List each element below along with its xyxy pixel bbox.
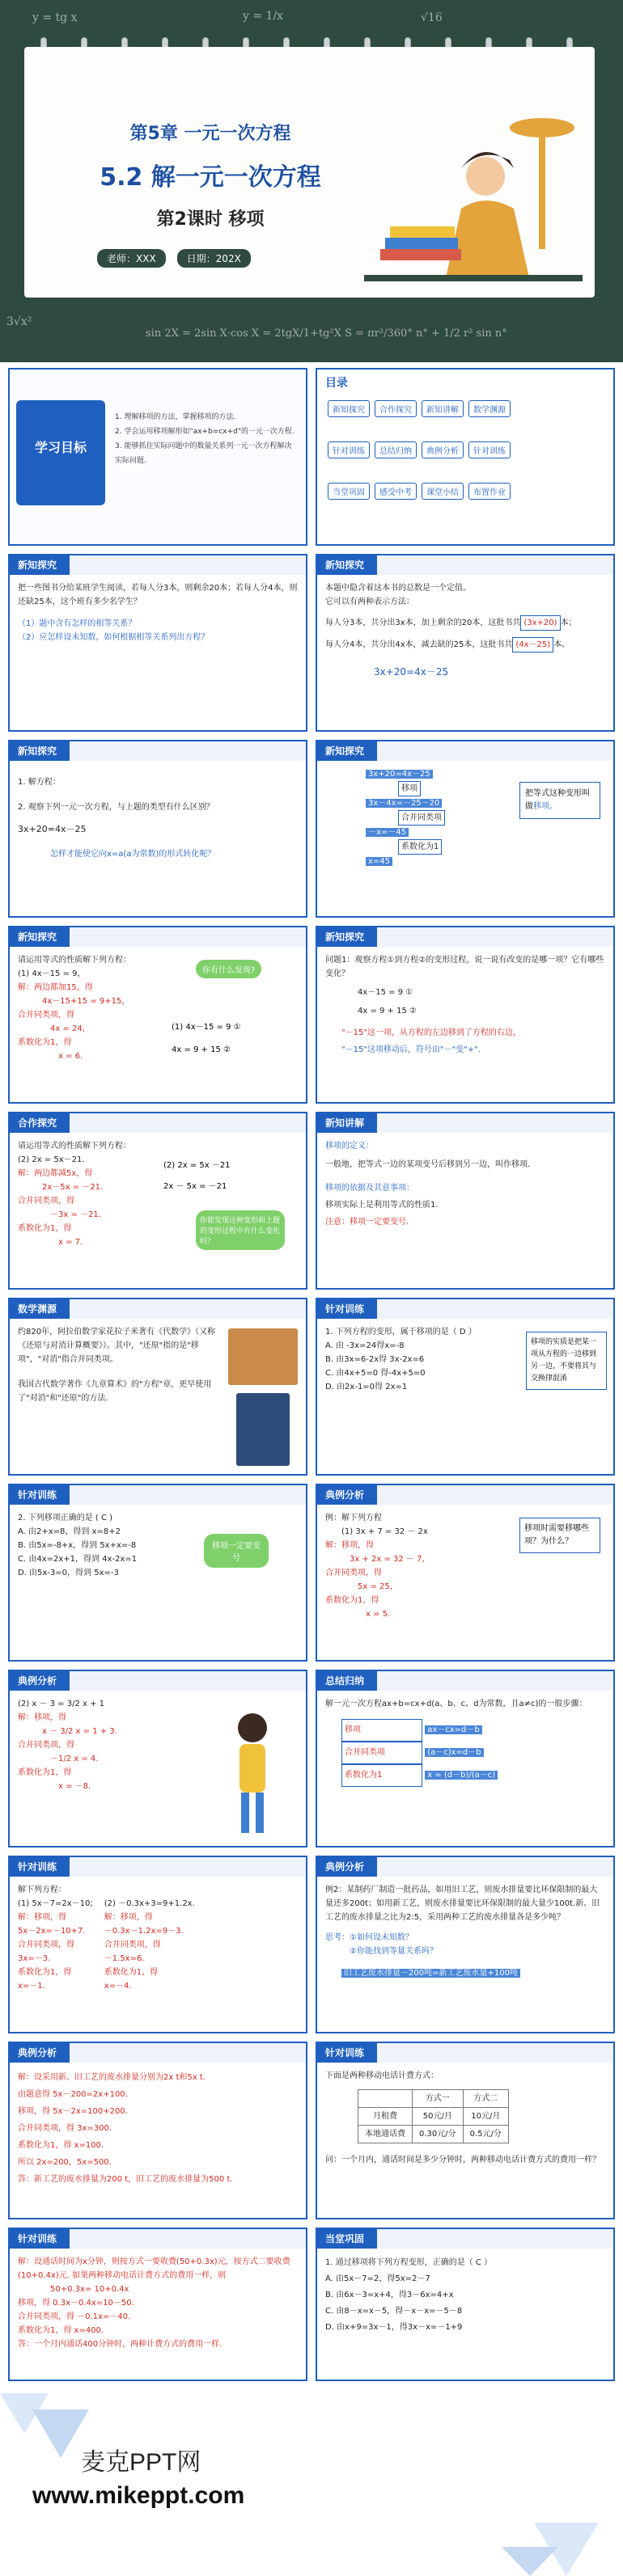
equation: 2x － 5x = －21 [163, 1182, 227, 1191]
definition: 一般地，把等式一边的某项变号后移到另一边，叫作移项. [325, 1160, 531, 1169]
table-cell: 0.30元/分 [413, 2126, 464, 2143]
text-line: 请运用等式的性质解下列方程： [18, 1142, 131, 1151]
slide-practice-2 [8, 1484, 307, 1662]
solution-line: 解：移项，得 [325, 1541, 374, 1550]
equation: (1) 4x－15 = 9， [18, 969, 86, 978]
question: （2）应怎样设未知数，如何根据相等关系列出方程？ [18, 633, 210, 642]
speech-bubble: 移项一定要变号 [204, 1534, 269, 1568]
slide-explore-2 [316, 554, 615, 732]
equation-step: x=45 [366, 857, 392, 866]
slide-cooperate [8, 1112, 307, 1290]
chapter-title: 第5章 一元一次方程 [129, 124, 291, 144]
warning-text: 注意：移项一定要变号. [325, 1218, 409, 1227]
solution-line: 3x=－3. [18, 1954, 51, 1963]
slide-summary [316, 1670, 615, 1848]
note-box [519, 782, 600, 819]
nav-item[interactable]: 新知探究 [328, 400, 370, 417]
slide-header: 典例分析 [10, 1671, 70, 1691]
contents-title: 目录 [325, 377, 348, 390]
question: 1. 通过移项将下列方程变形，正确的是（ C ） [325, 2258, 493, 2267]
table-header: 方式二 [463, 2090, 508, 2108]
tip-box: 移项时需要移哪些项？为什么？ [519, 1518, 600, 1553]
slide-header: 典例分析 [10, 2043, 70, 2063]
step-label: 系数化为1 [341, 1764, 422, 1787]
goals-badge [16, 400, 105, 505]
text-line: 它可以有两种表示方法： [325, 598, 414, 606]
girl-illustration [212, 1704, 293, 1841]
step-label: 合并同类项 [398, 810, 445, 826]
table-cell: 10元/月 [463, 2108, 508, 2126]
question: 怎样才能使它向x=a(a为常数)的形式转化呢？ [50, 850, 216, 859]
contents-nav [325, 397, 605, 503]
fee-table [358, 2089, 509, 2143]
text-line: 本； [560, 619, 577, 627]
step-formula: ax－cx=d－b [425, 1725, 482, 1734]
slide-header: 当堂巩固 [317, 2229, 377, 2249]
footer [0, 2385, 623, 2576]
solution-line: 合并同类项，得 [325, 1569, 382, 1577]
subheading: 移项的定义： [325, 1142, 374, 1151]
option: A. 由 -3x=24得x=-8 [325, 1341, 405, 1350]
solution-line: 解：移项，得 [18, 1713, 66, 1722]
solution-line: 由题意得 5x－200=2x+100. [18, 2090, 128, 2099]
solution-line: 答：新工艺的废水排量为200 t，旧工艺的废水排量为500 t. [18, 2175, 233, 2184]
question: 解下列方程： [18, 1886, 66, 1894]
slide-header: 针对训练 [317, 1299, 377, 1319]
expression: (4x－25) [512, 637, 553, 652]
slide-example-3 [316, 1856, 615, 2033]
slide-header: 新知探究 [317, 927, 377, 947]
question: ②你能找到等量关系吗？ [350, 1947, 438, 1956]
solution-line: x = 5. [366, 1610, 391, 1619]
question: 问：一个月内，通话时间是多少分钟时，两种移动电话计费方式的费用一样？ [325, 2156, 600, 2164]
nav-item[interactable]: 课堂小结 [422, 483, 464, 500]
slide-header: 典例分析 [317, 1857, 377, 1877]
slide-header: 合作探究 [10, 1113, 70, 1133]
speech-bubble: 你有什么发现? [196, 960, 261, 978]
slide-header: 典例分析 [317, 1485, 377, 1505]
solution-line: x － 3/2 x = 1 + 3. [42, 1727, 117, 1736]
slide-header: 针对训练 [10, 2229, 70, 2249]
chalk-formula: √16 [421, 11, 443, 24]
text-line: 1. 解方程： [18, 778, 61, 787]
equation: (1) 5x－7=2x－10; [18, 1899, 93, 1908]
equation: (2) －0.3x+3=9+1.2x. [104, 1899, 195, 1908]
history-text: 我国古代数学著作《九章算术》的"方程"章，更早使用了"对消"和"还原"的方法. [18, 1380, 212, 1403]
option: B. 由3x=6-2x得 3x-2x=6 [325, 1355, 425, 1364]
solution-line: 合并同类项，得 [18, 1940, 74, 1949]
goal-item: 3. 能够抓住实际问题中的数量关系列一元一次方程解决实际问题. [115, 442, 292, 465]
step-formula: (a－c)x=d－b [425, 1748, 483, 1757]
solution-line: －0.3x－1.2x=9－3. [104, 1927, 184, 1936]
chalk-formula: y = 1/x [243, 10, 284, 23]
nav-item[interactable]: 针对训练 [468, 441, 511, 458]
slide-header: 针对训练 [317, 2043, 377, 2063]
solution-line: 系数化为1，得 x=100. [18, 2141, 104, 2150]
chalk-formula: y = tg x [32, 11, 78, 24]
solution-line: 5x = 25， [358, 1582, 398, 1591]
solution-line: 4x－15+15 = 9+15， [42, 997, 130, 1006]
tip-box: 移项的实质是把某一项从方程的一边移到另一边，不要将其与交换律混淆 [526, 1332, 607, 1390]
solution-line: －1/2 x = 4. [50, 1755, 99, 1763]
slide-example-4 [8, 2042, 307, 2219]
table-row [358, 2126, 509, 2143]
slide-header: 新知讲解 [317, 1113, 377, 1133]
solution-line: 解：设通话时间为x分钟，则按方式一要收费(50+0.3x)元，按方式二要收费(10+0.4x)元. 如果两种移动电话计费方式的费用一样，则 [18, 2257, 290, 2280]
option: D. 由x+9=3x－1，得3x－x=－1+9 [325, 2323, 463, 2332]
slide-explore-3 [8, 740, 307, 918]
option: C. 由8－x=x－5，得－x－x=－5－8 [325, 2307, 463, 2316]
solution-line: 答：一个月内通话400分钟时，两种计费方式的费用一样. [18, 2340, 222, 2349]
option: A. 由5x－7=2，得5x=2－7 [325, 2274, 430, 2283]
solution-line: 系数化为1，得 [18, 1968, 72, 1977]
slide-practice-1 [316, 1298, 615, 1476]
book-photo [236, 1393, 290, 1466]
slide-header: 总结归纳 [317, 1671, 377, 1691]
solution-line: －1.5x=6. [104, 1954, 145, 1963]
equation: (2) x － 3 = 3/2 x + 1 [18, 1700, 105, 1708]
equation-step: 3x+20=4x－25 [366, 770, 433, 779]
expression: (3x+20) [520, 615, 560, 631]
nav-item[interactable]: 感受中考 [375, 483, 417, 500]
slide-explore-5 [8, 926, 307, 1104]
solution-line: 4x = 24， [50, 1024, 91, 1033]
question: 例：解下列方程 [325, 1514, 382, 1522]
equation: 3x+20=4x－25 [18, 824, 87, 834]
speech-bubble: 你能发现这种变形和上题的变形过程中有什么变化吗？ [196, 1210, 285, 1250]
slide-new-knowledge [316, 1112, 615, 1290]
nav-item[interactable]: 布置作业 [468, 483, 511, 500]
solution-line: 移项，得 0.3x－0.4x=10－50. [18, 2299, 134, 2308]
solution-line: 解：两边都减5x，得 [18, 1169, 93, 1178]
solution-line: 合并同类项，得 [18, 1741, 74, 1750]
equation: (1) 3x + 7 = 32 － 2x [341, 1527, 428, 1536]
text-line: 2. 观察下列一元一次方程，与上题的类型有什么区别？ [18, 803, 214, 812]
problem-text: 例2：某制药厂制造一批药品，如用旧工艺，则废水排量要比环保限制的最大量还多200t；如用新工艺，则废水排量要比环保限制的最大量少100t.新、旧工艺的废水排量之比为2:5，采用两种工艺的废水排量各是多少吨？ [325, 1886, 600, 1922]
question: 1. 下列方程的变形，属于移项的是（ D ） [325, 1328, 477, 1337]
solution-line: 系数化为1，得 [104, 1968, 159, 1977]
solution-line: 50+0.3x= 10+0.4x [50, 2285, 129, 2294]
option: B. 由5x=-8+x，得到 5x+x=-8 [18, 1541, 137, 1550]
question: （1）题中含有怎样的相等关系？ [18, 619, 137, 628]
summary-text: 解一元一次方程ax+b=cx+d(a、b、c、d为常数，且a≠c)的一般步骤： [325, 1700, 587, 1708]
solution-line: 合并同类项，得 －0.1x=－40. [18, 2312, 131, 2321]
slide-example-2 [8, 1670, 307, 1848]
solution-line: 移项，得 5x－2x=100+200. [18, 2107, 128, 2116]
equation: (1) 4x－15 = 9 ① [172, 1023, 241, 1032]
option: C. 由4x=2x+1，得到 4x-2x=1 [18, 1555, 138, 1564]
table-header: 方式一 [413, 2090, 464, 2108]
slide-practice-3 [8, 1856, 307, 2033]
slide-learning-goals [8, 368, 307, 546]
section-title: 5.2 解一元一次方程 [100, 163, 321, 192]
solution-line: 系数化为1，得 x=400. [18, 2326, 104, 2335]
slide-header: 新知探究 [317, 555, 377, 575]
solution-line: 解：移项，得 [18, 1913, 66, 1922]
slide-explore-1 [8, 554, 307, 732]
slide-explore-4 [316, 740, 615, 918]
goal-item: 1. 理解移项的方法，掌握移项的方法. [115, 413, 236, 421]
text-line: 本。 [553, 640, 570, 649]
equation: 4x－15 = 9 ① [358, 988, 413, 997]
problem-text: 把一些图书分给某班学生阅读，若每人分3本，则剩余20本；若每人分4本，则还缺25本，这个班有多少名学生？ [18, 584, 298, 606]
note-text: "－15"这项移动后，符号由"－"变"+". [341, 1045, 481, 1054]
goals-title: 学习目标 [34, 440, 87, 455]
solution-line: 合并同类项，得 [18, 1197, 74, 1206]
footer-decoration [0, 2385, 623, 2576]
solution-line: 合并同类项，得 [18, 1011, 74, 1020]
table-cell: 本地通话费 [358, 2126, 413, 2143]
equation-step: 3x－4x=－25－20 [366, 799, 442, 808]
question: 问题1：观察方程①到方程②的变形过程，说一说有改变的是哪一项？它有哪些变化？ [325, 956, 604, 978]
text-line: 本题中隐含着这本书的总数是一个定值。 [325, 584, 471, 593]
slide-header: 新知探究 [317, 741, 377, 761]
solution-line: x = 6. [58, 1052, 83, 1061]
solution-line: 所以 2x=200，5x=500. [18, 2158, 112, 2167]
slide-header: 数学渊源 [10, 1299, 70, 1319]
option: A. 由2+x=8，得到 x=8+2 [18, 1527, 121, 1536]
step-formula: x = (d－b)/(a－c) [425, 1771, 498, 1780]
slide-header: 针对训练 [10, 1857, 70, 1877]
date-label: 日期：202X [177, 249, 251, 268]
nav-item[interactable]: 针对训练 [328, 441, 370, 458]
desert-photo [228, 1328, 298, 1385]
step-label: 合并同类项 [341, 1742, 422, 1764]
history-text: 约820年，阿拉伯数学家花拉子米著有《代数学》（又称《还原与对消计算概要》）。其中，"还原"指的是"移项"，"对消"指合并同类项。 [18, 1328, 216, 1364]
option: C. 由4x+5=0 得-4x+5=0 [325, 1369, 426, 1378]
slide-contents [316, 368, 615, 546]
solution-line: 5x－2x=－10+7. [18, 1927, 86, 1936]
solution-line: 系数化为1，得 [18, 1224, 72, 1233]
note-text: "－15"这一项，从方程的左边移到了方程的右边， [341, 1028, 521, 1037]
question: 2. 下列移项正确的是 ( C ) [18, 1514, 113, 1522]
brand-name: 麦克PPT网 [81, 2449, 201, 2476]
solution-line: －3x = －21. [50, 1210, 101, 1219]
question: 思考：①如何设未知数？ [325, 1933, 413, 1942]
nav-item[interactable]: 当堂巩固 [328, 483, 370, 500]
text-line: 下面是两种移动电话计费方式： [325, 2071, 439, 2080]
solution-line: 2x－5x = －21. [42, 1183, 104, 1192]
equation: 4x = 9 + 15 ② [172, 1045, 231, 1054]
teacher-label: 老师：XXX [97, 249, 166, 268]
equation: 旧工艺废水排量－200吨=新工艺废水量+100吨 [341, 1969, 520, 1978]
slide-example-1 [316, 1484, 615, 1662]
student-illustration [364, 87, 583, 289]
slide-practice-5 [8, 2228, 307, 2381]
equation: (2) 2x = 5x －21 [163, 1161, 231, 1170]
solution-line: 3x + 2x = 32 － 7， [350, 1555, 430, 1564]
solution-line: 系数化为1，得 [325, 1596, 379, 1605]
slide-practice-4 [316, 2042, 615, 2219]
solution-line: 合并同类项，得 3x=300. [18, 2124, 112, 2133]
slide-header: 新知探究 [10, 741, 70, 761]
slide-consolidate [316, 2228, 615, 2381]
equation: 3x+20=4x－25 [374, 666, 449, 678]
solution-line: x=－1. [18, 1982, 45, 1991]
note-text: 把等式这种变形叫做 [525, 789, 590, 811]
table-cell: 0.5元/分 [463, 2126, 508, 2143]
step-label: 系数化为1 [398, 839, 442, 855]
option: D. 由2x-1=0得 2x=1 [325, 1383, 408, 1391]
step-label: 移项 [398, 781, 421, 796]
goal-item: 2. 学会运用移项解形如"ax+b=cx+d"的一元一次方程. [115, 428, 295, 436]
solution-line: x = －8. [58, 1782, 91, 1791]
subheading: 移项的依据及其意事项： [325, 1184, 414, 1193]
equation-step: －x=－45 [366, 828, 409, 837]
solution-line: 解：设采用新、旧工艺的废水排量分别为2x t和5x t. [18, 2073, 206, 2082]
cover-meta [97, 249, 251, 268]
nav-item[interactable]: 新知讲解 [422, 400, 464, 417]
nav-item[interactable]: 总结归纳 [375, 441, 417, 458]
solution-line: 系数化为1，得 [18, 1038, 72, 1047]
cover-formula-strip: sin 2X = 2sin X·cos X = 2tgX/1+tg²X S = πr²/360° n° + 1/2 r² sin n° [146, 327, 507, 340]
solution-line: 解：移项，得 [104, 1913, 153, 1922]
text-line: 移项实际上是利用等式的性质1. [325, 1201, 439, 1210]
solution-line: x = 7. [58, 1238, 83, 1247]
table-cell: 50元/月 [413, 2108, 464, 2126]
text-line: 每人分3本，共分出3x本，加上剩余的20本，这批书共 [325, 619, 521, 627]
nav-item[interactable]: 数学渊源 [468, 400, 511, 417]
equation: (2) 2x = 5x－21. [18, 1155, 85, 1164]
lesson-title: 第2课时 移项 [156, 209, 265, 230]
solution-line: 合并同类项，得 [104, 1940, 161, 1949]
chalk-formula: 3√x² [6, 315, 32, 328]
slide-header: 新知探究 [10, 927, 70, 947]
brand-url[interactable]: www.mikeppt.com [32, 2482, 245, 2509]
solution-line: 系数化为1，得 [18, 1768, 72, 1777]
slide-math-history [8, 1298, 307, 1476]
equation: 4x = 9 + 15 ② [358, 1007, 417, 1016]
table-row [358, 2108, 509, 2126]
cover-board [24, 47, 595, 298]
solution-line: 解：两边都加15，得 [18, 983, 93, 992]
step-label: 移项 [341, 1719, 422, 1742]
cover-slide [0, 0, 623, 362]
table-cell: 月租费 [358, 2108, 413, 2126]
note-keyword: 移项。 [533, 802, 557, 811]
solution-line: x=－4. [104, 1982, 132, 1991]
text-line: 请运用等式的性质解下列方程： [18, 956, 131, 965]
option: B. 由6x－3=x+4，得3－6x=4+x [325, 2291, 454, 2299]
text-line: 每人分4本，共分出4x本，减去缺的25本，这批书共 [325, 640, 513, 649]
slide-explore-6 [316, 926, 615, 1104]
option: D. 由5x-3=0，得到 5x=-3 [18, 1569, 119, 1577]
slide-header: 针对训练 [10, 1485, 70, 1505]
nav-item[interactable]: 典例分析 [422, 441, 464, 458]
slide-header: 新知探究 [10, 555, 70, 575]
nav-item[interactable]: 合作探究 [375, 400, 417, 417]
